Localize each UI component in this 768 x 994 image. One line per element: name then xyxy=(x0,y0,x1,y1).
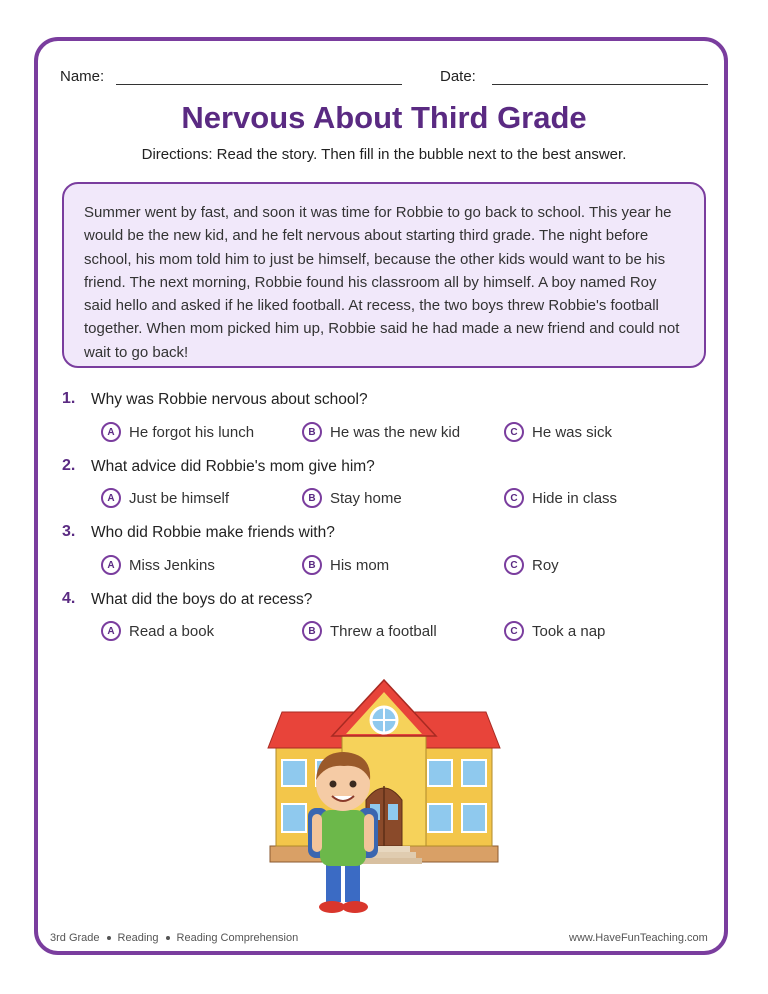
option-label: He was the new kid xyxy=(330,423,461,441)
bubble-a[interactable]: A xyxy=(101,488,121,508)
bubble-b[interactable]: B xyxy=(302,555,322,575)
question-4-option-b[interactable] xyxy=(302,621,437,641)
bullet-icon xyxy=(107,936,111,940)
question-1-number: 1. xyxy=(62,390,76,407)
option-label: Just be himself xyxy=(129,489,230,507)
question-2-text: What advice did Robbie's mom give him? xyxy=(91,458,375,475)
question-3-number: 3. xyxy=(62,523,76,540)
option-label: His mom xyxy=(330,556,390,574)
question-1-text: Why was Robbie nervous about school? xyxy=(91,391,368,408)
footer-website: www.HaveFunTeaching.com xyxy=(569,932,708,944)
bubble-c[interactable]: C xyxy=(504,555,524,575)
bubble-b[interactable]: B xyxy=(302,422,322,442)
option-label: He was sick xyxy=(532,423,613,441)
bubble-b[interactable]: B xyxy=(302,621,322,641)
option-label: He forgot his lunch xyxy=(129,423,255,441)
page-title: Nervous About Third Grade xyxy=(181,100,587,135)
question-2-option-a[interactable] xyxy=(101,488,229,508)
date-label: Date: xyxy=(440,68,476,85)
bubble-a[interactable]: A xyxy=(101,422,121,442)
question-2-option-b[interactable] xyxy=(302,488,402,508)
option-label: Hide in class xyxy=(532,489,618,507)
directions: Directions: Read the story. Then fill in the bubble next to the best answer. xyxy=(141,146,627,163)
bubble-a[interactable]: A xyxy=(101,621,121,641)
question-3-text: Who did Robbie make friends with? xyxy=(91,524,335,541)
name-label: Name: xyxy=(60,68,105,85)
bubble-a[interactable]: A xyxy=(101,555,121,575)
footer-grade: 3rd Grade xyxy=(50,932,100,944)
footer-categories xyxy=(50,932,298,944)
question-1-option-b[interactable] xyxy=(302,422,460,442)
story-box xyxy=(62,182,706,368)
footer-topic: Reading Comprehension xyxy=(176,932,299,944)
question-1-option-c[interactable] xyxy=(504,422,612,442)
question-4-option-a[interactable] xyxy=(101,621,214,641)
option-label: Read a book xyxy=(129,622,215,640)
name-field-line[interactable] xyxy=(116,84,402,85)
question-4-number: 4. xyxy=(62,590,76,607)
bubble-c[interactable]: C xyxy=(504,422,524,442)
question-2-number: 2. xyxy=(62,457,76,474)
bubble-b[interactable]: B xyxy=(302,488,322,508)
bubble-c[interactable]: C xyxy=(504,621,524,641)
bullet-icon xyxy=(166,936,170,940)
option-label: Threw a football xyxy=(330,622,437,640)
question-3-option-a[interactable] xyxy=(101,555,215,575)
option-label: Miss Jenkins xyxy=(129,556,215,574)
footer-subject: Reading xyxy=(117,932,159,944)
option-label: Stay home xyxy=(330,489,402,507)
question-4-text: What did the boys do at recess? xyxy=(91,591,313,608)
question-3-option-c[interactable] xyxy=(504,555,559,575)
school-boy-illustration-icon xyxy=(262,676,506,920)
bubble-c[interactable]: C xyxy=(504,488,524,508)
date-field-line[interactable] xyxy=(492,84,708,85)
question-4-option-c[interactable] xyxy=(504,621,605,641)
question-2-option-c[interactable] xyxy=(504,488,617,508)
option-label: Roy xyxy=(532,556,559,574)
option-label: Took a nap xyxy=(532,622,606,640)
question-1-option-a[interactable] xyxy=(101,422,254,442)
question-3-option-b[interactable] xyxy=(302,555,389,575)
story-text: Summer went by fast, and soon it was time for Robbie to go back to school. This year he would be the new kid, and he felt nervous about starting third grade. The night before school, his mom told him to just be himself, because the other kids would want to be his friend. The next morning, Robbie found his classroom all by himself. A boy named Roy said hello and asked if he liked football. At recess, the two boys threw Robbie's football together. When mom picked him up, Robbie said he had made a new friend and could not wait to go back! xyxy=(84,204,680,361)
